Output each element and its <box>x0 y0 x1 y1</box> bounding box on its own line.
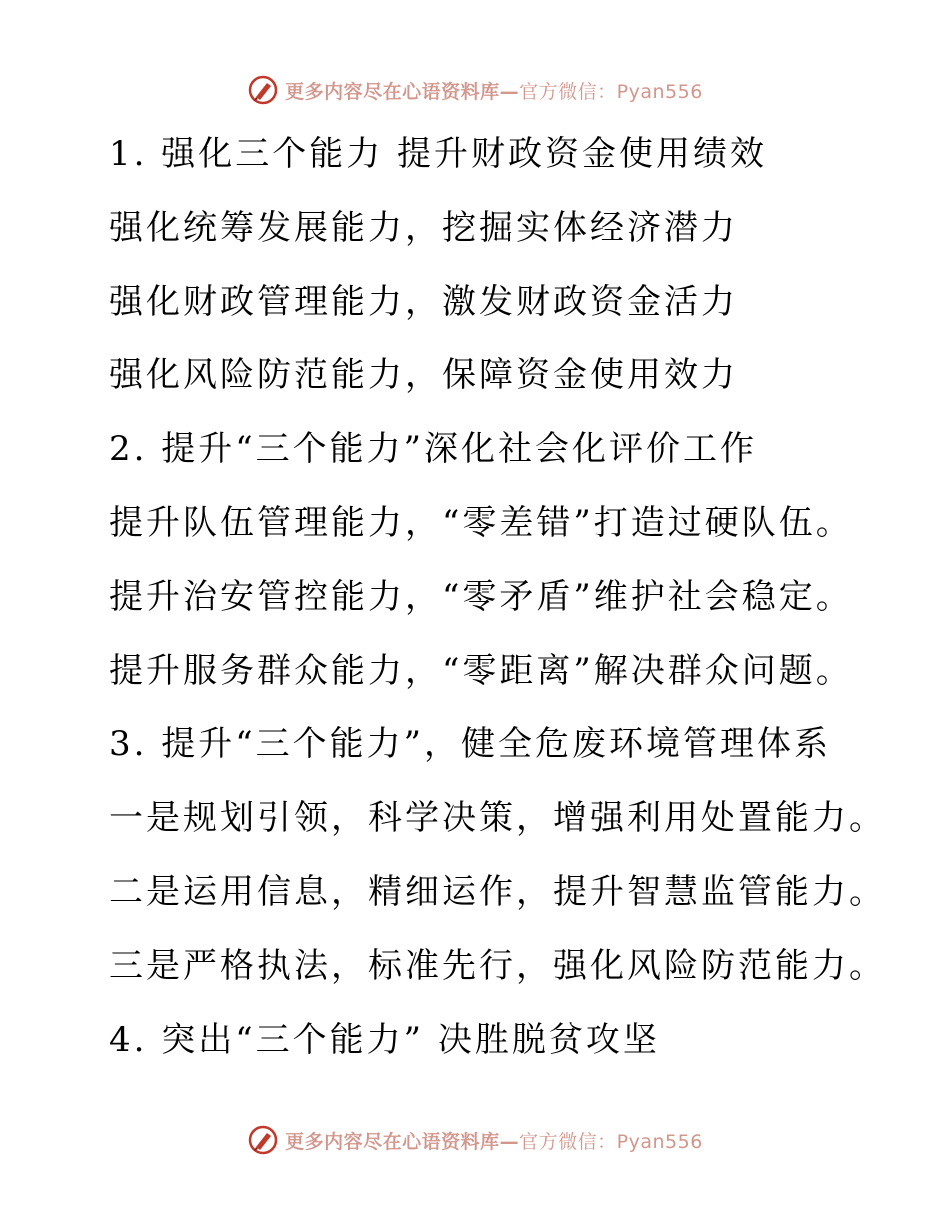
text-line: 强化财政管理能力，激发财政资金活力 <box>109 281 738 322</box>
banner-wechat: 官方微信：Pyan556 <box>519 80 703 103</box>
text-line: 一是规划引领，科学决策，增强利用处置能力。 <box>109 798 886 839</box>
banner-wechat: 官方微信：Pyan556 <box>519 1130 703 1153</box>
document-body <box>109 118 929 1077</box>
text-line: 二是运用信息，精细运作，提升智慧监管能力。 <box>109 871 886 912</box>
text-line: 提升队伍管理能力，“零差错”打造过硬队伍。 <box>109 502 853 543</box>
banner-text: 更多内容尽在心语资料库—官方微信：Pyan556 <box>285 1130 703 1153</box>
heading-3: 3. 提升“三个能力”，健全危废环境管理体系 <box>109 724 832 765</box>
footer-banner <box>0 1120 950 1160</box>
text-line: 提升治安管控能力，“零矛盾”维护社会稳定。 <box>109 576 853 617</box>
text-line: 强化风险防范能力，保障资金使用效力 <box>109 355 738 396</box>
text-line: 三是严格执法，标准先行，强化风险防范能力。 <box>109 945 886 986</box>
heading-4: 4. 突出“三个能力” 决胜脱贫攻坚 <box>109 1019 660 1060</box>
text-line: 强化统筹发展能力，挖掘实体经济潜力 <box>109 207 738 248</box>
text-line: 提升服务群众能力，“零距离”解决群众问题。 <box>109 650 853 691</box>
heading-1: 1. 强化三个能力 提升财政资金使用绩效 <box>109 134 768 174</box>
heading-2: 2. 提升“三个能力”深化社会化评价工作 <box>109 429 758 470</box>
pen-logo-icon <box>247 74 279 106</box>
pen-logo-icon <box>247 1124 279 1156</box>
header-banner <box>0 70 950 110</box>
banner-text: 更多内容尽在心语资料库—官方微信：Pyan556 <box>285 80 703 103</box>
